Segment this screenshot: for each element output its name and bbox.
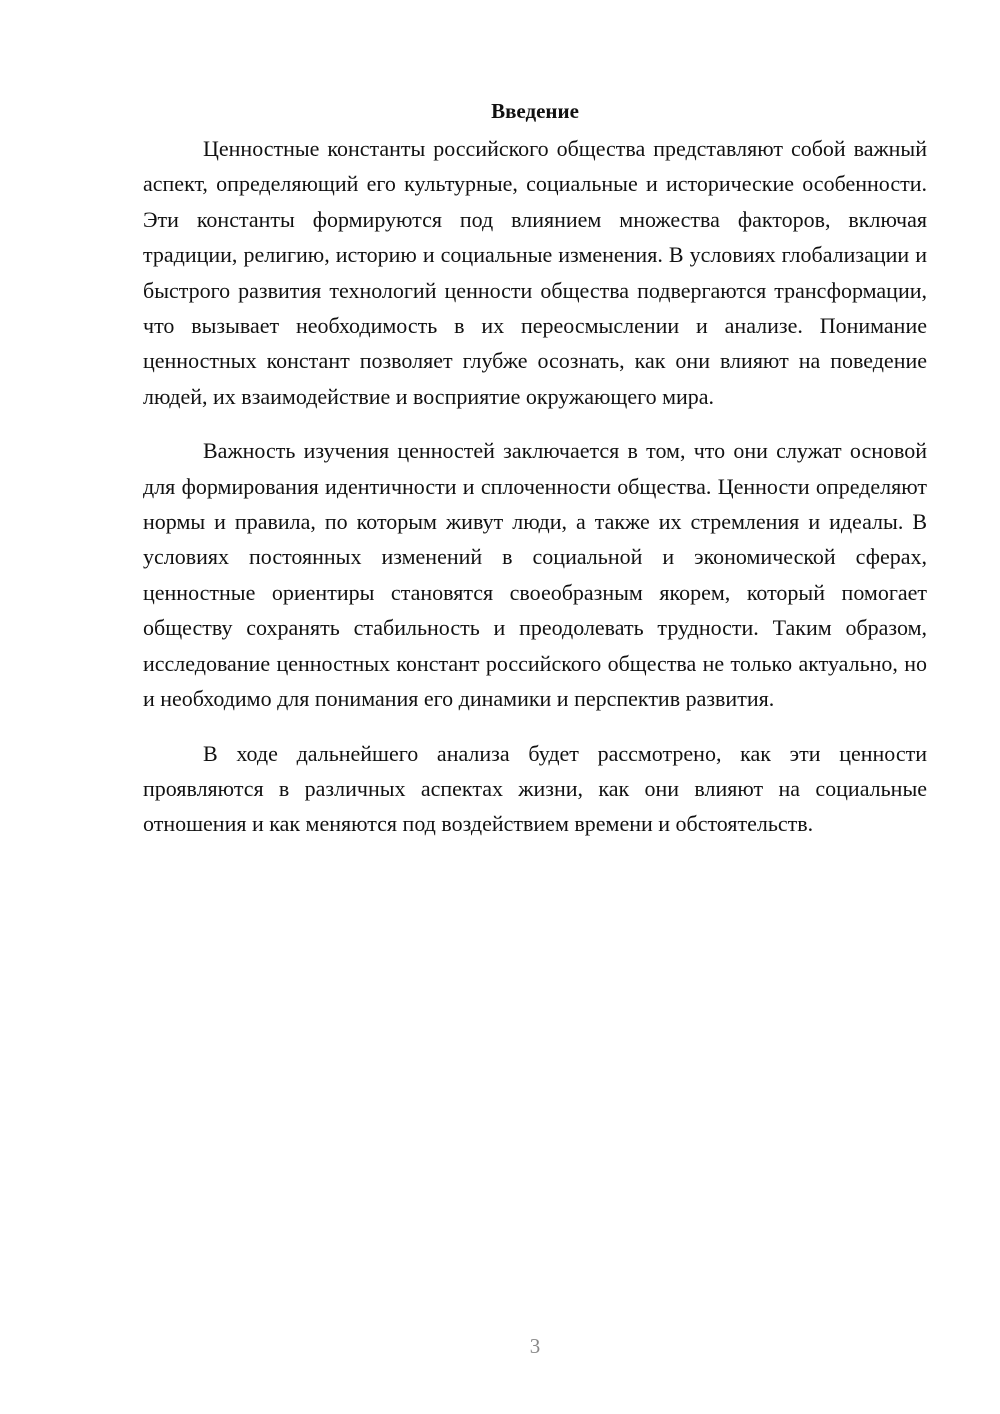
page-content [143, 95, 927, 861]
paragraph-2: Важность изучения ценностей заключается в том, что они служат основой для формирования идентичности и сплоченности общества. Ценности определяют нормы и правила, по которым живут люди, а также их стремления и идеалы. В условиях постоянных изменений в социальной и экономической сферах, ценностные ориентиры становятся своеобразным якорем, который помогает обществу сохранять стабильность и преодолевать трудности. Таким образом, исследование ценностных констант российского общества не только актуально, но и необходимо для понимания его динамики и перспектив развития. [143, 438, 927, 712]
paragraph-1: Ценностные константы российского общества представляют собой важный аспект, определяющий его культурные, социальные и исторические особенности. Эти константы формируются под влиянием множества факторов, включая традиции, религию, историю и социальные изменения. В условиях глобализации и быстрого развития технологий ценности общества подвергаются трансформации, что вызывает необходимость в их переосмыслении и анализе. Понимание ценностных констант позволяет глубже осознать, как они влияют на поведение людей, их взаимодействие и восприятие окружающего мира. [143, 136, 927, 409]
section-heading: Введение [491, 99, 579, 123]
page-number: 3 [529, 1334, 541, 1358]
paragraph-3: В ходе дальнейшего анализа будет рассмотрено, как эти ценности проявляются в различных аспектах жизни, как они влияют на социальные отношения и как меняются под воздействием времени и обстоятельств. [143, 740, 927, 837]
